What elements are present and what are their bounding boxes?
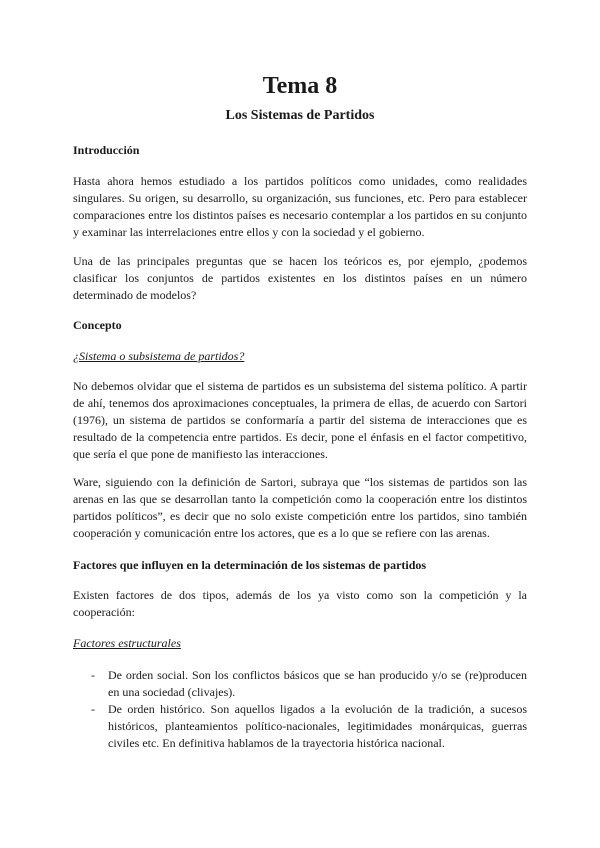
list-item-text: De orden social. Son los conflictos básicos que se han producido y/o se (re)producen en una sociedad (clivajes). [108,668,527,699]
paragraph-concepto-1: No debemos olvidar que el sistema de partidos es un subsistema del sistema político. A partir de ahí, tenemos dos aproximaciones conceptuales, la primera de ellas, de acuerdo con Sartori (1976), un sistema de partidos se conformaría a partir del sistema de interacciones que es resultado de la competencia entre partidos. Es decir, pone el énfasis en el factor competitivo, que sería el que pone de manifiesto las interacciones. [73,379,527,461]
paragraph-intro-1: Hasta ahora hemos estudiado a los partidos políticos como unidades, como realidades singulares. Su origen, su desarrollo, su organización, sus funciones, etc. Pero para establecer comparaciones entre los distintos países es necesario contemplar a los partidos en su conjunto y examinar las interrelaciones entre ellos y con la sociedad y el gobierno. [73,174,527,239]
list-item [73,701,527,752]
section-heading-concepto: Concepto [73,318,122,332]
page-subtitle: Los Sistemas de Partidos [225,108,375,123]
paragraph-concepto-2: Ware, siguiendo con la definición de Sartori, subraya que “los sistemas de partidos son las arenas en las que se desarrollan tanto la competición como la cooperación entre los distintos partidos políticos”, es decir que no solo existe competición entre los partidos, sino también cooperación y comunicación entre los actores, que es a lo que se refiere con las arenas. [73,475,527,540]
bullet-list [73,667,527,752]
subheading-sistema: ¿Sistema o subsistema de partidos? [73,349,245,363]
section-heading-factores: Factores que influyen en la determinación de los sistemas de partidos [73,558,427,572]
bullet-dash: - [91,668,95,682]
section-heading-introduccion: Introducción [73,143,140,157]
page-title: Tema 8 [262,73,338,99]
list-item [73,667,527,701]
paragraph-intro-2: Una de las principales preguntas que se hacen los teóricos es, por ejemplo, ¿podemos clasificar los conjuntos de partidos existentes en los distintos países en un número determinado de modelos? [73,254,527,302]
list-item-text: De orden histórico. Son aquellos ligados a la evolución de la tradición, a sucesos históricos, planteamientos político-nacionales, legitimidades monárquicas, guerras civiles etc. En definitiva hablamos de la trayectoria histórica nacional. [108,702,527,750]
paragraph-factores-1: Existen factores de dos tipos, además de los ya visto como son la competición y la cooperación: [73,588,527,619]
subheading-factores-estructurales: Factores estructurales [73,636,181,650]
bullet-dash: - [91,702,95,716]
